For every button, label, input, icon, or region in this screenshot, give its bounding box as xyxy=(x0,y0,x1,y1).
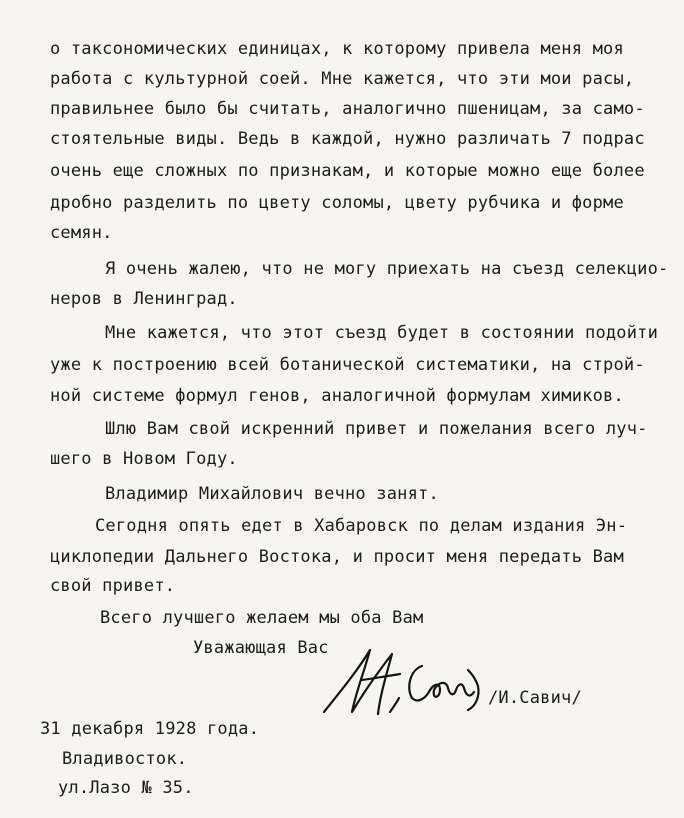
date-line: 31 декабря 1928 года. xyxy=(40,719,260,739)
body-line: циклопедии Дальнего Востока, и просит меня передать Вам xyxy=(50,547,624,567)
body-line: свой привет. xyxy=(50,576,176,596)
body-line: Сегодня опять едет в Хабаровск по делам издания Эн- xyxy=(95,516,628,536)
handwritten-signature xyxy=(318,640,488,720)
body-line: Я очень жалею, что не могу приехать на съезд селекцио- xyxy=(105,259,669,279)
body-line: Владимир Михайлович вечно занят. xyxy=(105,484,439,504)
address-line: ул.Лазо № 35. xyxy=(58,778,194,798)
body-line: очень еще сложных по признакам, и которые можно еще более xyxy=(50,161,645,181)
body-line: работа с культурной соей. Мне кажется, что эти мои расы, xyxy=(50,69,635,89)
body-line: дробно разделить по цвету соломы, цвету рубчика и форме xyxy=(50,193,624,213)
body-line: неров в Ленинград. xyxy=(50,289,238,309)
body-line: семян. xyxy=(50,223,113,243)
closing-line: Всего лучшего желаем мы оба Вам xyxy=(100,608,424,628)
body-line: шего в Новом Году. xyxy=(50,449,238,469)
salutation: Уважающая Вас xyxy=(193,638,329,658)
body-line: стоятельные виды. Ведь в каждой, нужно различать 7 подрас xyxy=(50,129,645,149)
signature-name: /И.Савич/ xyxy=(488,688,582,708)
city-line: Владивосток. xyxy=(62,749,188,769)
body-line: о таксономических единицах, к которому привела меня моя xyxy=(50,39,624,59)
body-line: Мне кажется, что этот съезд будет в состоянии подойти xyxy=(105,323,659,343)
body-line: ной системе формул генов, аналогичной формулам химиков. xyxy=(50,386,624,406)
body-line: правильнее было бы считать, аналогично пшеницам, за само- xyxy=(50,99,645,119)
body-line: Шлю Вам свой искренний привет и пожелания всего луч- xyxy=(105,419,648,439)
body-line: уже к построению всей ботанической систематики, на строй- xyxy=(50,355,645,375)
